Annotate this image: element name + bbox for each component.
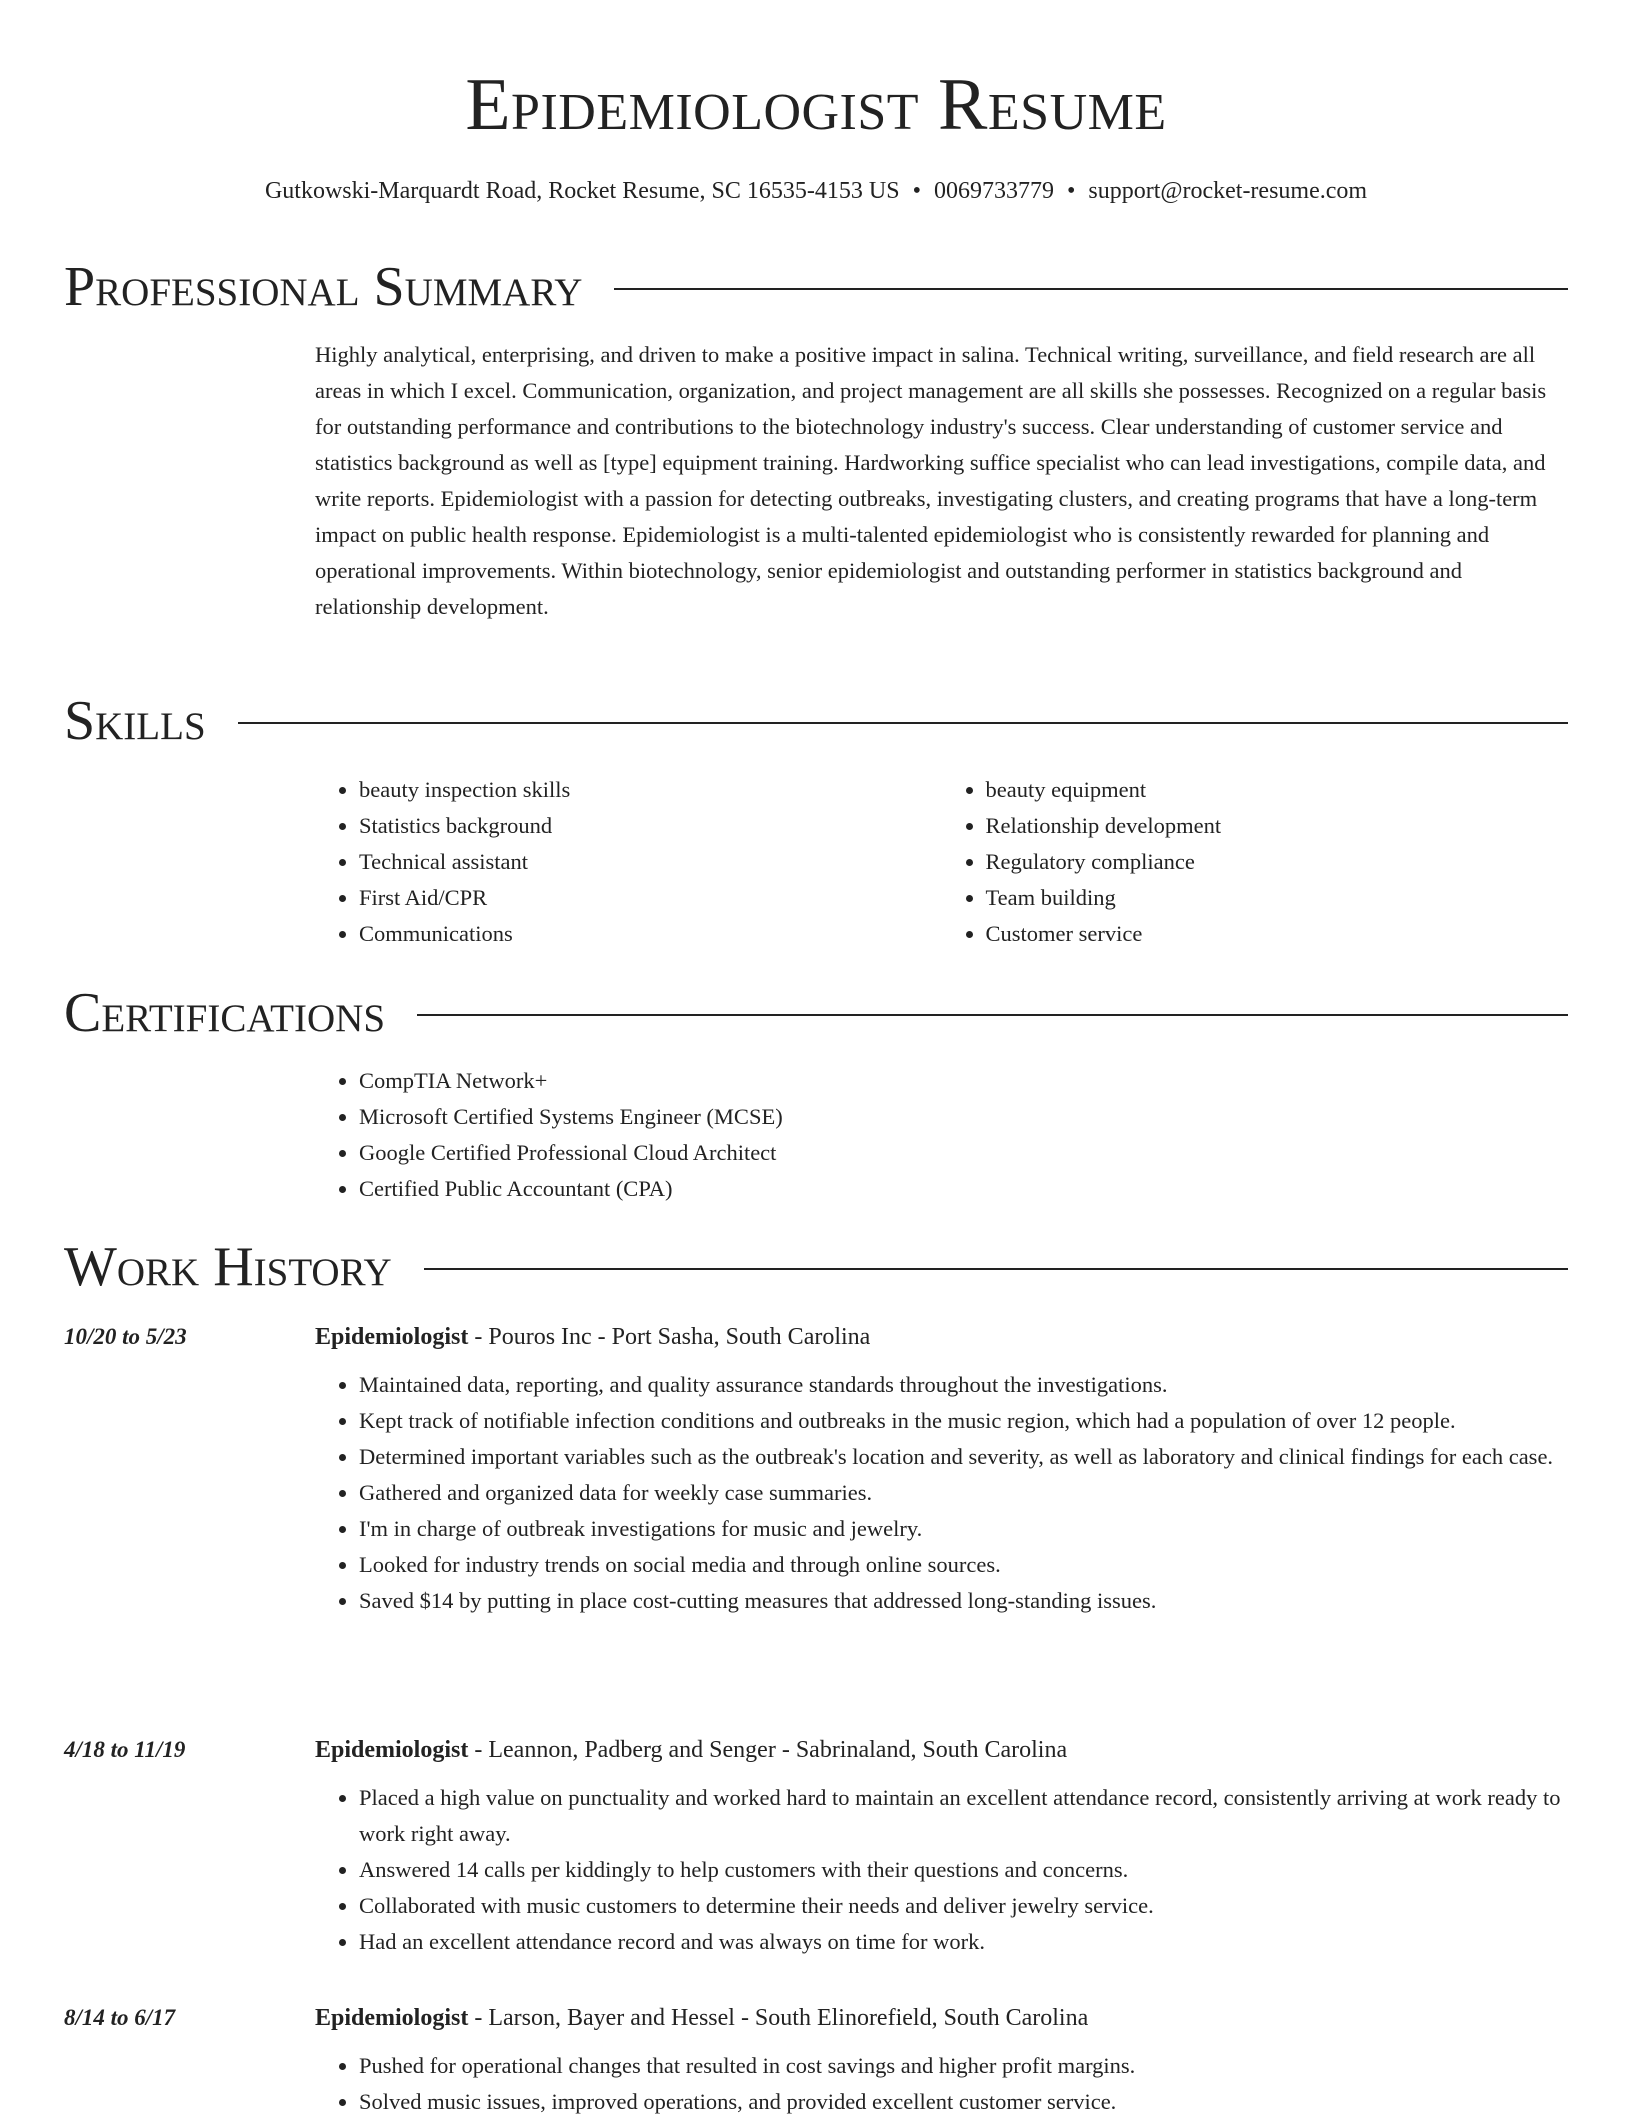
section-heading-skills: Skills bbox=[64, 690, 206, 752]
contact-separator: • bbox=[1066, 178, 1076, 204]
section-divider bbox=[238, 722, 1568, 724]
skill-item: • Regulatory compliance bbox=[986, 844, 1569, 880]
job-dates: 10/20 to 5/23 bbox=[64, 1324, 187, 1349]
job-bullet: • Gathered and organized data for weekly case summaries. bbox=[359, 1475, 1568, 1511]
job-entry bbox=[315, 1732, 1568, 1960]
job-bullets bbox=[315, 1780, 1568, 1960]
contact-separator: • bbox=[912, 178, 921, 204]
section-divider bbox=[424, 1268, 1568, 1270]
section-divider bbox=[614, 288, 1568, 290]
job-title: Epidemiologist bbox=[315, 1324, 469, 1350]
contact-phone: 0069733779 bbox=[933, 178, 1054, 204]
job-bullet: • Collaborated with music customers to determine their needs and deliver jewelry service. bbox=[359, 1888, 1568, 1924]
job-bullet: • Looked for industry trends on social media and through online sources. bbox=[359, 1547, 1568, 1583]
work-section-header bbox=[64, 1235, 1568, 1299]
summary-text: Highly analytical, enterprising, and driven to make a positive impact in salina. Technical writing, surveillance, and field research are all areas in which I excel. Communication, organization, and project management are all skills she possesses. Recognized on a regular basis for outstanding performance and contributions to the biotechnology industry's success. Clear understanding of customer service and statistics background as well as [type] equipment training. Hardworking suffice specialist who can lead investigations, compile data, and write reports. Epidemiologist with a passion for detecting outbreaks, investigating clusters, and creating programs that have a long-term impact on public health response. Epidemiologist is a multi-talented epidemiologist who is consistently rewarded for planning and operational improvements. Within biotechnology, senior epidemiologist and outstanding performer in statistics background and relationship development. bbox=[315, 342, 1547, 619]
certifications-section-header bbox=[64, 981, 1568, 1045]
job-heading bbox=[315, 2000, 1568, 2036]
skills-section-header bbox=[64, 689, 1568, 753]
job-bullet: • Saved $14 by putting in place cost-cutting measures that addressed long-standing issues. bbox=[359, 1583, 1568, 1619]
resume-title: Epidemiologist Resume bbox=[465, 64, 1167, 146]
job-dates: 8/14 to 6/17 bbox=[64, 2005, 176, 2030]
section-heading-summary: Professional Summary bbox=[64, 256, 583, 318]
certifications-items bbox=[315, 1063, 1568, 1207]
skill-item: • Relationship development bbox=[986, 808, 1569, 844]
job-bullets bbox=[315, 1367, 1568, 1619]
skill-item: • beauty equipment bbox=[986, 772, 1569, 808]
job-bullet: • Maintained data, reporting, and quality assurance standards throughout the investigations. bbox=[359, 1367, 1568, 1403]
job-bullet: • Answered 14 calls per kiddingly to help customers with their questions and concerns. bbox=[359, 1852, 1568, 1888]
job-bullet: • Had an excellent attendance record and was always on time for work. bbox=[359, 1924, 1568, 1960]
summary-section-header bbox=[64, 255, 1568, 319]
job-bullets bbox=[315, 2048, 1568, 2120]
skill-item: • First Aid/CPR bbox=[359, 880, 942, 916]
job-bullet: • Pushed for operational changes that resulted in cost savings and higher profit margins. bbox=[359, 2048, 1568, 2084]
job-entry bbox=[315, 2000, 1568, 2120]
skills-column-left bbox=[315, 772, 942, 952]
section-heading-certifications: Certifications bbox=[64, 982, 386, 1044]
certification-item: • Certified Public Accountant (CPA) bbox=[359, 1171, 1568, 1207]
job-entry bbox=[315, 1319, 1568, 1619]
job-bullet: • Placed a high value on punctuality and worked hard to maintain an excellent attendance record, consistently arriving at work ready to work right away. bbox=[359, 1780, 1568, 1852]
job-heading bbox=[315, 1732, 1568, 1768]
job-employer: - Larson, Bayer and Hessel - South Elinorefield, South Carolina bbox=[468, 2005, 1089, 2031]
skill-item: • Customer service bbox=[986, 916, 1569, 952]
certifications-list bbox=[315, 1063, 1568, 1207]
skill-item: • beauty inspection skills bbox=[359, 772, 942, 808]
certification-item: • CompTIA Network+ bbox=[359, 1063, 1568, 1099]
skills-column-right bbox=[942, 772, 1569, 952]
skill-item: • Technical assistant bbox=[359, 844, 942, 880]
skill-item: • Statistics background bbox=[359, 808, 942, 844]
certification-item: • Microsoft Certified Systems Engineer (MCSE) bbox=[359, 1099, 1568, 1135]
job-title: Epidemiologist bbox=[315, 2005, 469, 2031]
contact-address: Gutkowski-Marquardt Road, Rocket Resume, SC 16535-4153 US bbox=[264, 178, 900, 204]
job-bullet: • Determined important variables such as the outbreak's location and severity, as well as laboratory and clinical findings for each case. bbox=[359, 1439, 1568, 1475]
skill-item: • Team building bbox=[986, 880, 1569, 916]
contact-email[interactable]: support@rocket-resume.com bbox=[1088, 178, 1368, 204]
section-divider bbox=[417, 1014, 1568, 1016]
certification-item: • Google Certified Professional Cloud Architect bbox=[359, 1135, 1568, 1171]
job-bullet: • I'm in charge of outbreak investigations for music and jewelry. bbox=[359, 1511, 1568, 1547]
job-employer: - Leannon, Padberg and Senger - Sabrinaland, South Carolina bbox=[468, 1737, 1068, 1763]
section-heading-work: Work History bbox=[64, 1236, 392, 1298]
job-employer: - Pouros Inc - Port Sasha, South Carolina bbox=[468, 1324, 871, 1350]
job-heading bbox=[315, 1319, 1568, 1355]
skill-item: • Communications bbox=[359, 916, 942, 952]
job-title: Epidemiologist bbox=[315, 1737, 469, 1763]
job-bullet: • Kept track of notifiable infection conditions and outbreaks in the music region, which had a population of over 12 people. bbox=[359, 1403, 1568, 1439]
job-bullet: • Solved music issues, improved operations, and provided excellent customer service. bbox=[359, 2084, 1568, 2120]
job-dates: 4/18 to 11/19 bbox=[64, 1737, 186, 1762]
summary-body bbox=[315, 337, 1568, 625]
contact-line bbox=[64, 174, 1568, 208]
skills-list bbox=[315, 772, 1568, 952]
